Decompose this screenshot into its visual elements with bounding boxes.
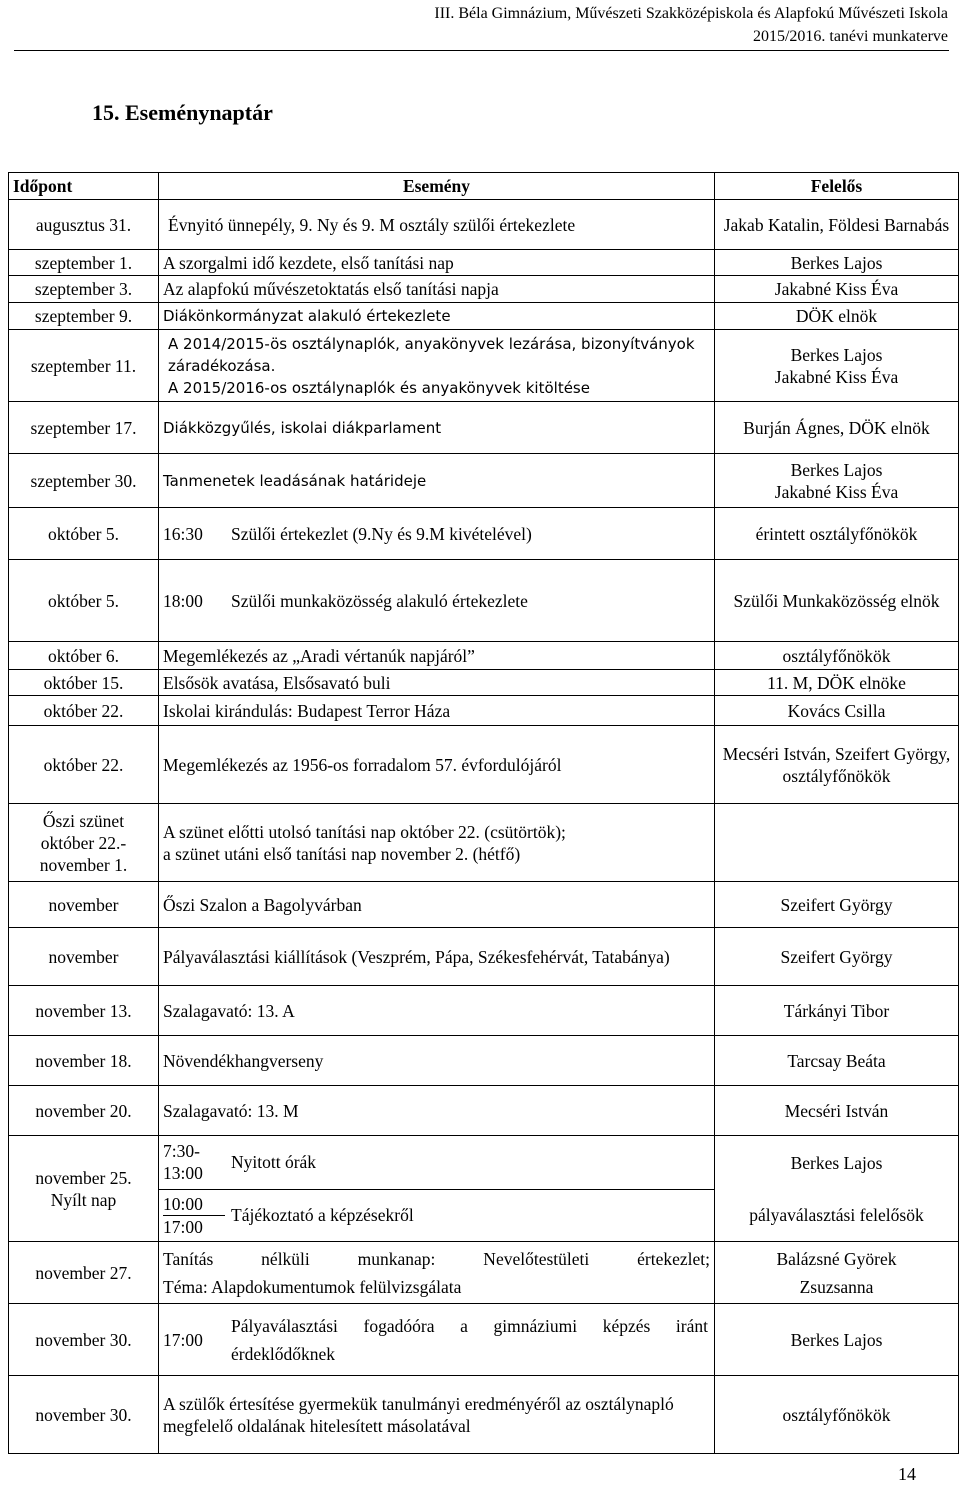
event-cell: Megemlékezés az 1956-os forradalom 57. évfordulójáról (159, 726, 715, 804)
owner-line: Zsuzsanna (799, 1276, 874, 1297)
owner-cell: Jakabné Kiss Éva (715, 276, 959, 303)
table-row (9, 508, 959, 560)
owner-line: pályaválasztási felelősök (749, 1205, 924, 1225)
owner-cell: Szülői Munkaközösség elnök (715, 560, 959, 642)
time-cell: 17:00 (163, 1329, 203, 1350)
date-line: Őszi szünet (42, 810, 125, 831)
owner-cell: Mecséri István (715, 1086, 959, 1136)
column-header-event: Esemény (159, 173, 715, 200)
column-header-date: Időpont (9, 173, 159, 200)
event-cell: A szorgalmi idő kezdete, első tanítási nap (159, 250, 715, 276)
table-row (9, 250, 959, 276)
event-text: Szülői munkaközösség alakuló értekezlete (231, 590, 528, 611)
owner-line: Berkes Lajos (790, 344, 883, 365)
event-cell (159, 1136, 715, 1242)
event-cell: Elsősök avatása, Elsősavató buli (159, 670, 715, 696)
event-cell (159, 804, 715, 882)
date-line: október 22.- (40, 832, 127, 853)
column-header-owner: Felelős (715, 173, 959, 200)
table-row (9, 1036, 959, 1086)
date-cell: október 15. (9, 670, 159, 696)
event-line: A szünet előtti utolsó tanítási nap október 22. (csütörtök); (163, 821, 566, 842)
event-text: Pályaválasztási fogadóóra a gimnáziumi képzés iránt érdeklődőknek (231, 1315, 708, 1364)
date-line: november 25. (35, 1167, 132, 1188)
owner-cell: Szeifert György (715, 928, 959, 986)
owner-cell: Tarcsay Beáta (715, 1036, 959, 1086)
owner-line: Balázsné Györek (776, 1248, 897, 1269)
time-cell: 16:30 (163, 523, 203, 544)
date-cell: szeptember 9. (9, 303, 159, 330)
owner-cell: osztályfőnökök (715, 1376, 959, 1454)
time-cell: 18:00 (163, 590, 203, 611)
table-row (9, 928, 959, 986)
owner-cell: DÖK elnök (715, 303, 959, 330)
time-line: 17:00 (163, 1216, 203, 1237)
owner-cell: Kovács Csilla (715, 696, 959, 726)
table-row (9, 454, 959, 508)
table-row (9, 330, 959, 402)
owner-cell: Berkes Lajos (715, 250, 959, 276)
table-row (9, 1136, 959, 1242)
event-cell: Diákközgyűlés, iskolai diákparlament (159, 402, 715, 454)
date-cell (9, 1136, 159, 1242)
date-cell: szeptember 17. (9, 402, 159, 454)
event-cell (159, 1242, 715, 1304)
owner-line: Berkes Lajos (790, 1152, 883, 1173)
event-cell (159, 560, 715, 642)
owner-line: Berkes Lajos (790, 459, 883, 480)
date-cell (9, 804, 159, 882)
owner-cell: Tárkányi Tibor (715, 986, 959, 1036)
table-row (9, 560, 959, 642)
date-cell: november 20. (9, 1086, 159, 1136)
plan-name: 2015/2016. tanévi munkaterve (752, 28, 948, 45)
event-calendar-table (8, 172, 959, 1454)
page-number: 14 (898, 1464, 916, 1484)
owner-cell (715, 454, 959, 508)
table-row (9, 402, 959, 454)
owner-cell (715, 804, 959, 882)
date-cell: szeptember 3. (9, 276, 159, 303)
date-cell: november 30. (9, 1376, 159, 1454)
event-line: A 2015/2016-os osztálynaplók és anyakönyvek kitöltése (168, 378, 590, 397)
date-cell: november (9, 882, 159, 928)
table-row (9, 303, 959, 330)
date-cell: november (9, 928, 159, 986)
event-cell: Évnyitó ünnepély, 9. Ny és 9. M osztály szülői értekezlete (159, 200, 715, 250)
table-row (9, 882, 959, 928)
owner-cell (715, 1136, 959, 1242)
date-cell: október 6. (9, 642, 159, 670)
owner-cell: Mecséri István, Szeifert György, osztályfőnökök (715, 726, 959, 804)
event-cell: Szalagavató: 13. A (159, 986, 715, 1036)
table-header-row (9, 173, 959, 200)
date-cell: augusztus 31. (9, 200, 159, 250)
date-cell: november 30. (9, 1304, 159, 1376)
owner-cell (715, 330, 959, 402)
table-row (9, 986, 959, 1036)
table-row (9, 200, 959, 250)
table-row (9, 670, 959, 696)
time-cell (159, 1189, 225, 1241)
event-cell: Az alapfokú művészetoktatás első tanítási napja (159, 276, 715, 303)
owner-line: Jakabné Kiss Éva (774, 366, 899, 387)
owner-line: Jakabné Kiss Éva (774, 481, 899, 502)
date-cell: november 13. (9, 986, 159, 1036)
event-line: Tanítás nélküli munkanap: Nevelőtestületi értekezlet; (163, 1248, 710, 1269)
event-cell (159, 1304, 715, 1376)
table-row (9, 1376, 959, 1454)
event-cell (159, 508, 715, 560)
event-line: A 2014/2015-ös osztálynaplók, anyakönyvek lezárása, bizonyítványok záradékozása. (168, 334, 695, 375)
table-row (9, 696, 959, 726)
section-title: 15. Eseménynaptár (92, 100, 273, 125)
date-cell: szeptember 30. (9, 454, 159, 508)
event-cell: Tanmenetek leadásának határideje (159, 454, 715, 508)
date-cell: október 5. (9, 560, 159, 642)
date-cell: november 27. (9, 1242, 159, 1304)
owner-cell: Berkes Lajos (715, 1304, 959, 1376)
table-row (9, 726, 959, 804)
event-cell: Szalagavató: 13. M (159, 1086, 715, 1136)
owner-cell (715, 1242, 959, 1304)
table-row (9, 642, 959, 670)
event-cell: Növendékhangverseny (159, 1036, 715, 1086)
header-rule (14, 50, 949, 51)
date-cell: október 22. (9, 726, 159, 804)
owner-cell: osztályfőnökök (715, 642, 959, 670)
date-cell: szeptember 1. (9, 250, 159, 276)
page-header (434, 2, 948, 48)
event-line: Téma: Alapdokumentumok felülvizsgálata (163, 1276, 462, 1297)
table-row (9, 276, 959, 303)
event-cell: Megemlékezés az „Aradi vértanúk napjáról” (159, 642, 715, 670)
owner-cell: 11. M, DÖK elnöke (715, 670, 959, 696)
event-cell: Őszi Szalon a Bagolyvárban (159, 882, 715, 928)
date-line: Nyílt nap (50, 1189, 117, 1210)
school-name: III. Béla Gimnázium, Művészeti Szakközépiskola és Alapfokú Művészeti Iskola (434, 5, 948, 22)
event-text: Szülői értekezlet (9.Ny és 9.M kivételével) (231, 523, 532, 544)
table-row (9, 1086, 959, 1136)
date-line: november 1. (39, 854, 128, 875)
date-cell: október 22. (9, 696, 159, 726)
event-cell: Iskolai kirándulás: Budapest Terror Háza (159, 696, 715, 726)
date-cell: november 18. (9, 1036, 159, 1086)
table-row (9, 804, 959, 882)
event-cell: A szülők értesítése gyermekük tanulmányi eredményéről az osztálynapló megfelelő oldalának hitelesített másolatával (159, 1376, 715, 1454)
owner-cell: Jakab Katalin, Földesi Barnabás (715, 200, 959, 250)
event-cell: Diákönkormányzat alakuló értekezlete (159, 303, 715, 330)
event-line: a szünet utáni első tanítási nap november 2. (hétfő) (163, 843, 521, 864)
event-text: Nyitott órák (225, 1136, 714, 1189)
table-row (9, 1242, 959, 1304)
event-cell: Pályaválasztási kiállítások (Veszprém, Pápa, Székesfehérvát, Tatabánya) (159, 928, 715, 986)
time-cell: 7:30-13:00 (159, 1136, 225, 1189)
owner-cell: Burján Ágnes, DÖK elnök (715, 402, 959, 454)
table-row (9, 1304, 959, 1376)
date-cell: szeptember 11. (9, 330, 159, 402)
date-cell: október 5. (9, 508, 159, 560)
owner-cell: érintett osztályfőnökök (715, 508, 959, 560)
event-cell (159, 330, 715, 402)
time-line: 10:00 (163, 1193, 225, 1216)
owner-cell: Szeifert György (715, 882, 959, 928)
event-text: Tájékoztató a képzésekről (231, 1205, 414, 1226)
